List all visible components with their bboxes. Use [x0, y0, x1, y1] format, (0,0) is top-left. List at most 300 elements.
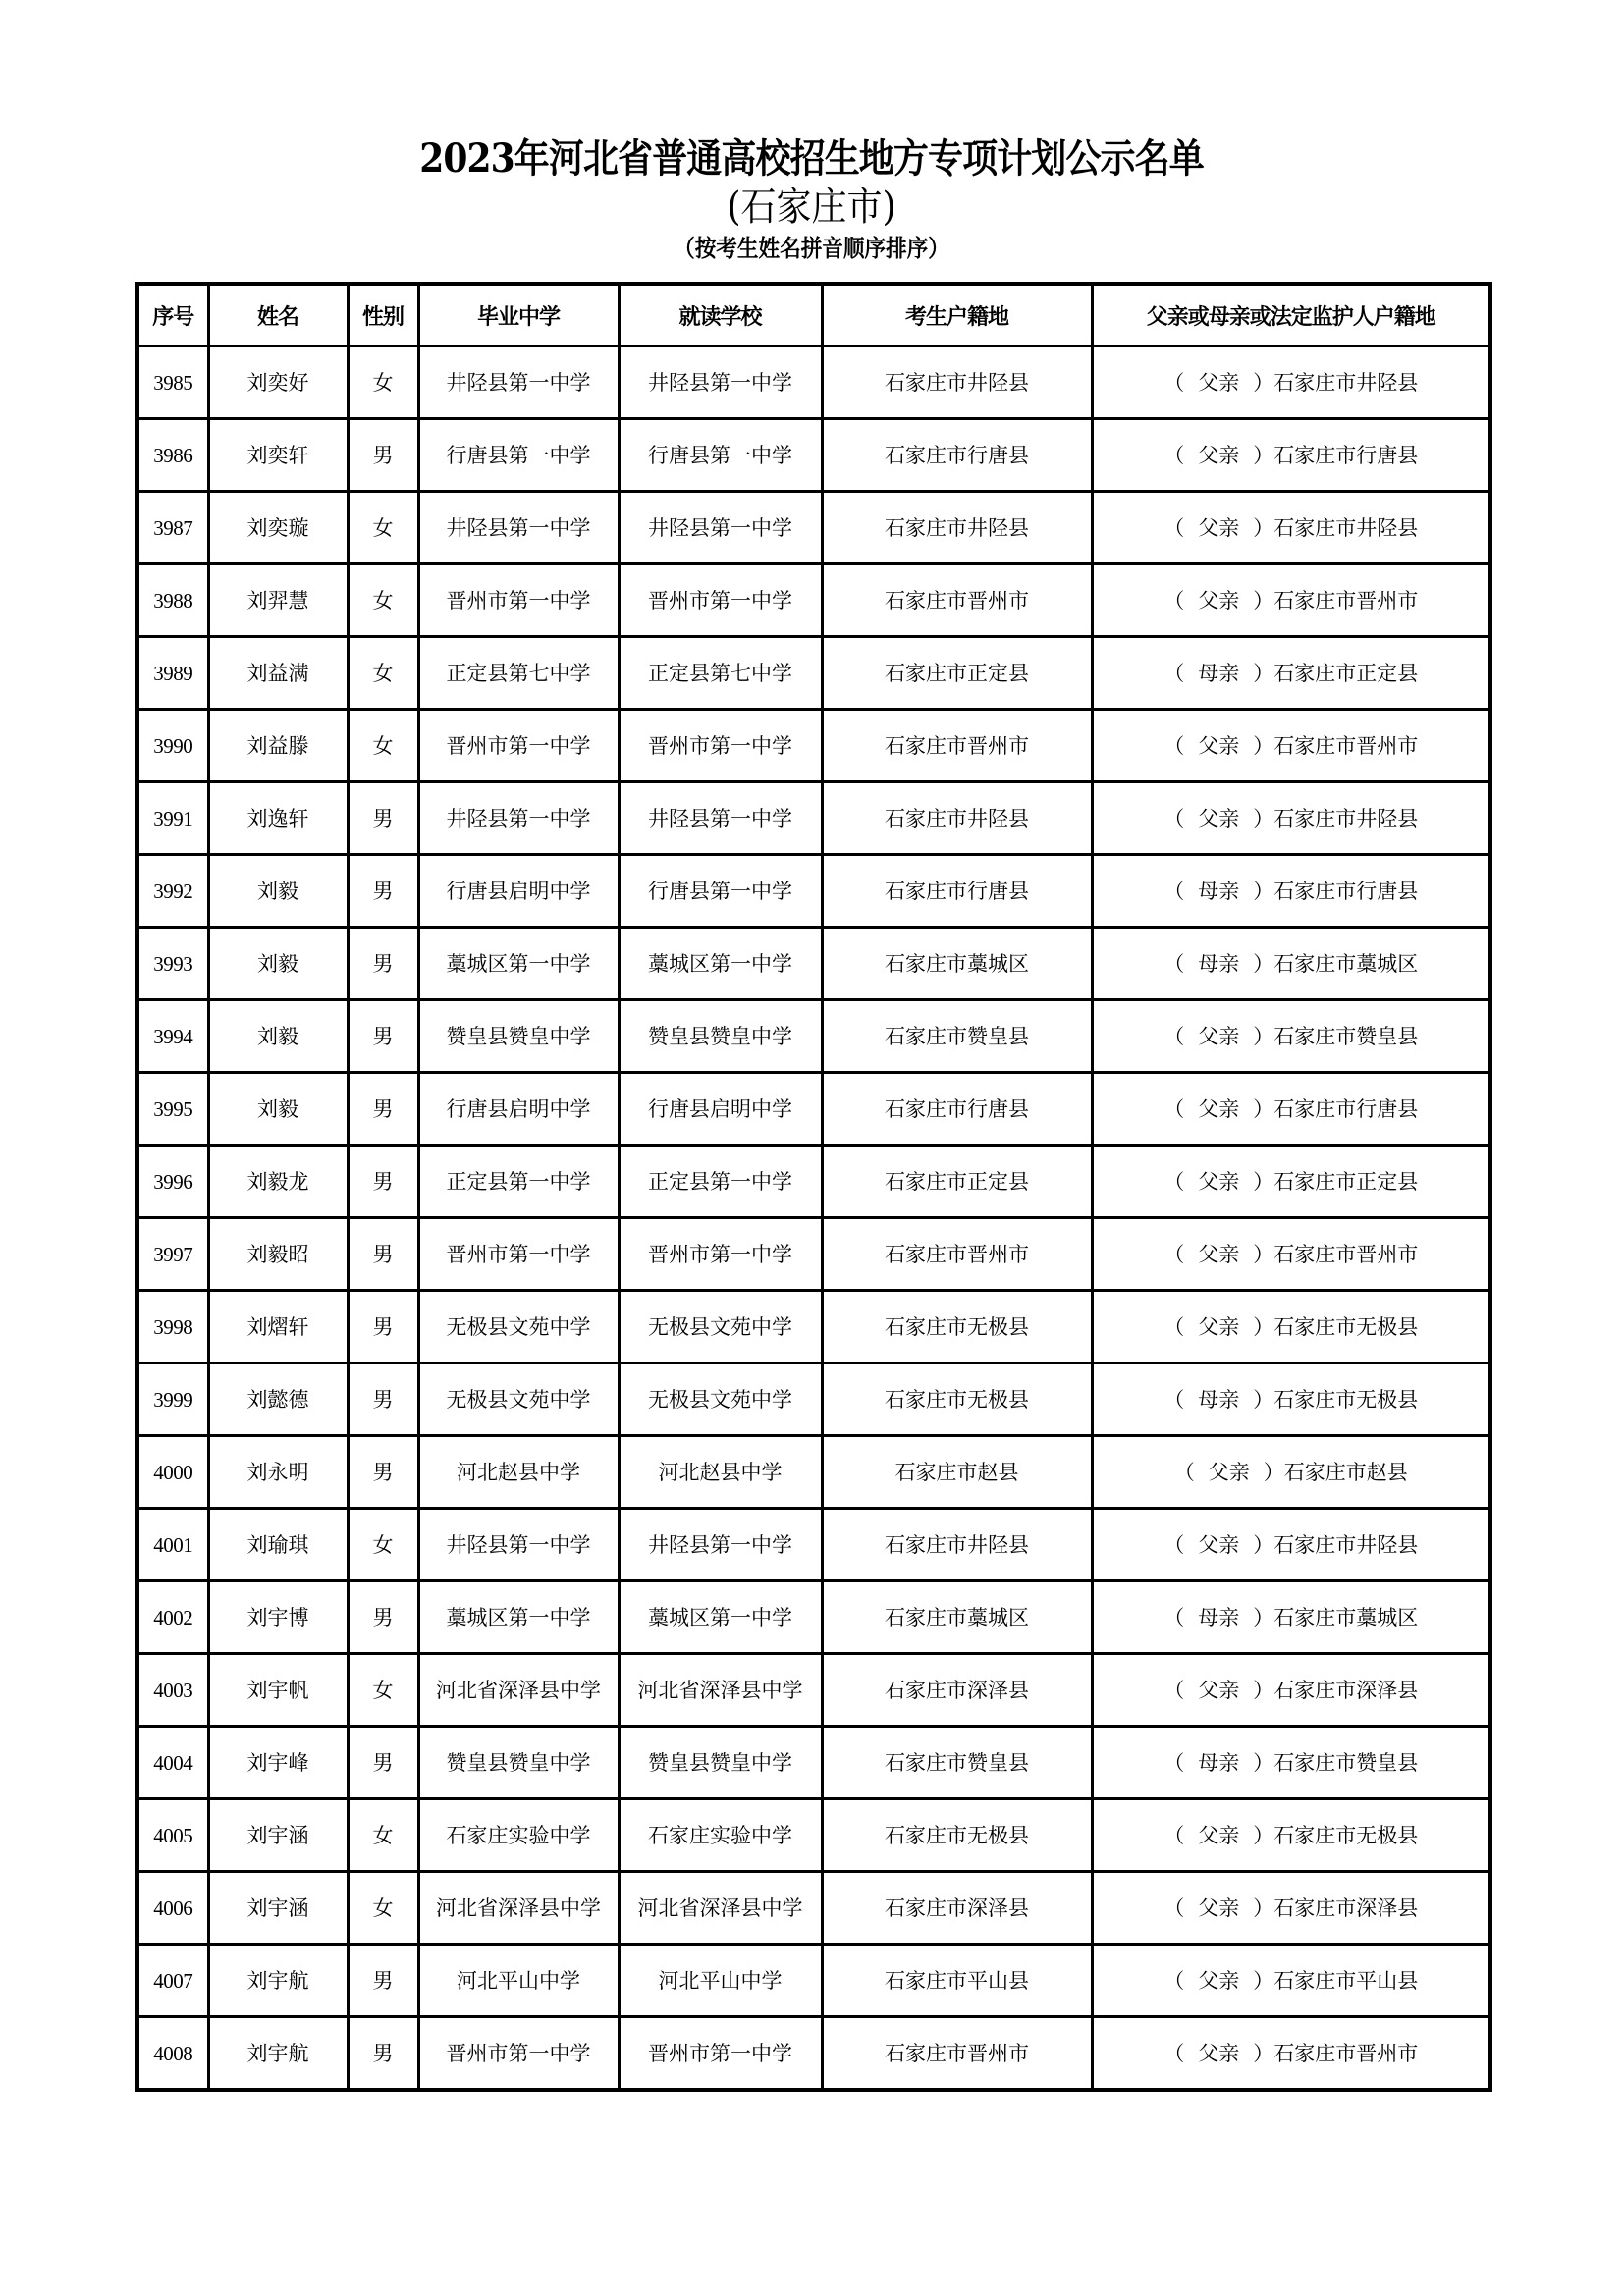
- table-row: [137, 1000, 1490, 1073]
- cell-grad-school: 河北省深泽县中学: [418, 1654, 619, 1727]
- open-paren: （: [1163, 1387, 1185, 1412]
- table-row: [137, 1291, 1490, 1363]
- open-paren: （: [1163, 661, 1185, 685]
- table-row: [137, 782, 1490, 855]
- guardian-relation: 母亲: [1198, 1750, 1240, 1775]
- header-name: 姓名: [208, 284, 348, 347]
- table-row: [137, 928, 1490, 1000]
- cell-current-school: 行唐县第一中学: [619, 855, 822, 928]
- cell-current-school: 藁城区第一中学: [619, 1581, 822, 1654]
- cell-seq: 3989: [137, 637, 208, 710]
- close-paren: ）: [1253, 1605, 1274, 1629]
- table-row: [137, 419, 1490, 492]
- guardian-relation: 父亲: [1198, 733, 1240, 758]
- cell-sex: 女: [348, 637, 418, 710]
- guardian-hukou-value: 石家庄市深泽县: [1273, 1678, 1419, 1702]
- cell-hukou: 石家庄市行唐县: [822, 419, 1092, 492]
- cell-name: 刘毅昭: [208, 1218, 348, 1291]
- cell-seq: 4007: [137, 1945, 208, 2017]
- table-row: [137, 347, 1490, 419]
- guardian-hukou-value: 石家庄市正定县: [1273, 1169, 1419, 1194]
- cell-seq: 4000: [137, 1436, 208, 1509]
- guardian-hukou-value: 石家庄市平山县: [1273, 1968, 1419, 1993]
- cell-hukou: 石家庄市深泽县: [822, 1872, 1092, 1945]
- guardian-relation: 父亲: [1198, 1678, 1240, 1702]
- cell-grad-school: 赞皇县赞皇中学: [418, 1727, 619, 1799]
- cell-current-school: 正定县第七中学: [619, 637, 822, 710]
- cell-grad-school: 晋州市第一中学: [418, 710, 619, 782]
- table-row: [137, 1146, 1490, 1218]
- cell-seq: 3991: [137, 782, 208, 855]
- open-paren: （: [1163, 1605, 1185, 1629]
- guardian-relation: 母亲: [1198, 1387, 1240, 1412]
- cell-seq: 3985: [137, 347, 208, 419]
- cell-name: 刘宇涵: [208, 1872, 348, 1945]
- cell-sex: 男: [348, 1000, 418, 1073]
- cell-hukou: 石家庄市行唐县: [822, 1073, 1092, 1146]
- header-current-school: 就读学校: [619, 284, 822, 347]
- table-row: [137, 1581, 1490, 1654]
- cell-hukou: 石家庄市无极县: [822, 1799, 1092, 1872]
- cell-guardian-hukou: [1092, 1581, 1490, 1654]
- admission-roster-table: [135, 282, 1492, 2092]
- cell-hukou: 石家庄市无极县: [822, 1363, 1092, 1436]
- cell-hukou: 石家庄市深泽县: [822, 1654, 1092, 1727]
- open-paren: （: [1163, 1096, 1185, 1121]
- open-paren: （: [1163, 806, 1185, 830]
- table-row: [137, 564, 1490, 637]
- close-paren: ）: [1253, 1823, 1274, 1847]
- guardian-hukou-value: 石家庄市行唐县: [1273, 1096, 1419, 1121]
- close-paren: ）: [1253, 1750, 1274, 1775]
- cell-hukou: 石家庄市藁城区: [822, 928, 1092, 1000]
- table-row: [137, 1363, 1490, 1436]
- table-row: [137, 1073, 1490, 1146]
- open-paren: （: [1163, 443, 1185, 467]
- guardian-hukou-value: 石家庄市深泽县: [1273, 1896, 1419, 1920]
- open-paren: （: [1163, 1750, 1185, 1775]
- cell-grad-school: 藁城区第一中学: [418, 1581, 619, 1654]
- guardian-hukou-value: 石家庄市晋州市: [1273, 733, 1419, 758]
- table-row: [137, 1945, 1490, 2017]
- cell-hukou: 石家庄市藁城区: [822, 1581, 1092, 1654]
- close-paren: ）: [1253, 879, 1274, 903]
- guardian-hukou-value: 石家庄市晋州市: [1273, 2041, 1419, 2065]
- cell-grad-school: 晋州市第一中学: [418, 2017, 619, 2091]
- guardian-hukou-value: 石家庄市行唐县: [1273, 879, 1419, 903]
- guardian-hukou-value: 石家庄市晋州市: [1273, 1242, 1419, 1266]
- cell-grad-school: 行唐县启明中学: [418, 855, 619, 928]
- cell-current-school: 无极县文苑中学: [619, 1363, 822, 1436]
- cell-seq: 4004: [137, 1727, 208, 1799]
- table-row: [137, 855, 1490, 928]
- cell-grad-school: 无极县文苑中学: [418, 1291, 619, 1363]
- cell-seq: 3995: [137, 1073, 208, 1146]
- close-paren: ）: [1253, 951, 1274, 976]
- guardian-hukou-value: 石家庄市无极县: [1273, 1314, 1419, 1339]
- cell-seq: 3997: [137, 1218, 208, 1291]
- guardian-relation: 父亲: [1198, 1024, 1240, 1048]
- guardian-relation: 父亲: [1198, 1968, 1240, 1993]
- close-paren: ）: [1253, 1314, 1274, 1339]
- cell-guardian-hukou: [1092, 1727, 1490, 1799]
- cell-guardian-hukou: [1092, 855, 1490, 928]
- guardian-hukou-value: 石家庄市井陉县: [1273, 370, 1419, 395]
- table-row: [137, 1872, 1490, 1945]
- cell-sex: 男: [348, 1363, 418, 1436]
- cell-seq: 3998: [137, 1291, 208, 1363]
- open-paren: （: [1173, 1460, 1195, 1484]
- cell-hukou: 石家庄市赵县: [822, 1436, 1092, 1509]
- cell-hukou: 石家庄市晋州市: [822, 710, 1092, 782]
- close-paren: ）: [1253, 1896, 1274, 1920]
- open-paren: （: [1163, 1242, 1185, 1266]
- cell-guardian-hukou: [1092, 1291, 1490, 1363]
- cell-sex: 男: [348, 2017, 418, 2091]
- table-row: [137, 710, 1490, 782]
- cell-name: 刘宇涵: [208, 1799, 348, 1872]
- cell-sex: 男: [348, 1073, 418, 1146]
- cell-sex: 女: [348, 710, 418, 782]
- cell-seq: 3990: [137, 710, 208, 782]
- cell-sex: 男: [348, 1581, 418, 1654]
- cell-name: 刘奕好: [208, 347, 348, 419]
- cell-name: 刘瑜琪: [208, 1509, 348, 1581]
- open-paren: （: [1163, 1532, 1185, 1557]
- cell-grad-school: 晋州市第一中学: [418, 564, 619, 637]
- cell-guardian-hukou: [1092, 1146, 1490, 1218]
- cell-name: 刘宇峰: [208, 1727, 348, 1799]
- cell-sex: 女: [348, 1509, 418, 1581]
- guardian-relation: 父亲: [1198, 443, 1240, 467]
- cell-guardian-hukou: [1092, 782, 1490, 855]
- cell-name: 刘毅: [208, 855, 348, 928]
- header-seq: 序号: [137, 284, 208, 347]
- cell-name: 刘永明: [208, 1436, 348, 1509]
- cell-sex: 男: [348, 855, 418, 928]
- cell-sex: 女: [348, 1654, 418, 1727]
- cell-grad-school: 藁城区第一中学: [418, 928, 619, 1000]
- cell-hukou: 石家庄市赞皇县: [822, 1727, 1092, 1799]
- cell-sex: 女: [348, 347, 418, 419]
- cell-sex: 女: [348, 1872, 418, 1945]
- cell-current-school: 赞皇县赞皇中学: [619, 1000, 822, 1073]
- guardian-hukou-value: 石家庄市藁城区: [1273, 951, 1419, 976]
- cell-grad-school: 正定县第七中学: [418, 637, 619, 710]
- cell-hukou: 石家庄市正定县: [822, 637, 1092, 710]
- cell-sex: 女: [348, 1799, 418, 1872]
- cell-name: 刘宇博: [208, 1581, 348, 1654]
- cell-guardian-hukou: [1092, 1000, 1490, 1073]
- cell-guardian-hukou: [1092, 1509, 1490, 1581]
- cell-current-school: 河北省深泽县中学: [619, 1654, 822, 1727]
- guardian-hukou-value: 石家庄市赞皇县: [1273, 1750, 1419, 1775]
- cell-hukou: 石家庄市井陉县: [822, 492, 1092, 564]
- cell-sex: 男: [348, 928, 418, 1000]
- table-row: [137, 1799, 1490, 1872]
- cell-guardian-hukou: [1092, 419, 1490, 492]
- cell-seq: 3994: [137, 1000, 208, 1073]
- cell-current-school: 河北省深泽县中学: [619, 1872, 822, 1945]
- guardian-relation: 父亲: [1198, 1314, 1240, 1339]
- cell-guardian-hukou: [1092, 2017, 1490, 2091]
- table-row: [137, 637, 1490, 710]
- cell-current-school: 井陉县第一中学: [619, 347, 822, 419]
- cell-sex: 男: [348, 1218, 418, 1291]
- guardian-hukou-value: 石家庄市无极县: [1273, 1823, 1419, 1847]
- cell-name: 刘懿德: [208, 1363, 348, 1436]
- cell-grad-school: 正定县第一中学: [418, 1146, 619, 1218]
- cell-grad-school: 河北省深泽县中学: [418, 1872, 619, 1945]
- close-paren: ）: [1253, 733, 1274, 758]
- guardian-relation: 父亲: [1198, 1823, 1240, 1847]
- guardian-hukou-value: 石家庄市井陉县: [1273, 806, 1419, 830]
- guardian-hukou-value: 石家庄市行唐县: [1273, 443, 1419, 467]
- guardian-relation: 父亲: [1198, 1096, 1240, 1121]
- guardian-hukou-value: 石家庄市藁城区: [1273, 1605, 1419, 1629]
- open-paren: （: [1163, 588, 1185, 613]
- cell-guardian-hukou: [1092, 637, 1490, 710]
- cell-name: 刘毅: [208, 928, 348, 1000]
- cell-hukou: 石家庄市井陉县: [822, 782, 1092, 855]
- cell-grad-school: 井陉县第一中学: [418, 347, 619, 419]
- cell-guardian-hukou: [1092, 1073, 1490, 1146]
- open-paren: （: [1163, 1024, 1185, 1048]
- cell-name: 刘奕璇: [208, 492, 348, 564]
- cell-current-school: 晋州市第一中学: [619, 2017, 822, 2091]
- cell-name: 刘毅: [208, 1073, 348, 1146]
- open-paren: （: [1163, 2041, 1185, 2065]
- cell-seq: 4005: [137, 1799, 208, 1872]
- cell-hukou: 石家庄市平山县: [822, 1945, 1092, 2017]
- close-paren: ）: [1253, 1169, 1274, 1194]
- cell-current-school: 正定县第一中学: [619, 1146, 822, 1218]
- cell-current-school: 晋州市第一中学: [619, 710, 822, 782]
- cell-sex: 女: [348, 492, 418, 564]
- open-paren: （: [1163, 1823, 1185, 1847]
- document-title: 2023年河北省普通高校招生地方专项计划公示名单: [419, 135, 1204, 182]
- guardian-relation: 父亲: [1198, 1532, 1240, 1557]
- cell-guardian-hukou: [1092, 1436, 1490, 1509]
- close-paren: ）: [1253, 588, 1274, 613]
- cell-sex: 男: [348, 1291, 418, 1363]
- cell-grad-school: 赞皇县赞皇中学: [418, 1000, 619, 1073]
- open-paren: （: [1163, 1169, 1185, 1194]
- table-header-row: [137, 284, 1490, 347]
- guardian-relation: 父亲: [1198, 806, 1240, 830]
- cell-name: 刘毅龙: [208, 1146, 348, 1218]
- cell-grad-school: 无极县文苑中学: [418, 1363, 619, 1436]
- guardian-relation: 父亲: [1198, 370, 1240, 395]
- cell-guardian-hukou: [1092, 1654, 1490, 1727]
- table-row: [137, 1436, 1490, 1509]
- guardian-relation: 父亲: [1198, 1896, 1240, 1920]
- cell-hukou: 石家庄市赞皇县: [822, 1000, 1092, 1073]
- document-subtitle: （按考生姓名拼音顺序排序）: [674, 235, 949, 262]
- cell-guardian-hukou: [1092, 1872, 1490, 1945]
- close-paren: ）: [1253, 515, 1274, 540]
- cell-name: 刘宇帆: [208, 1654, 348, 1727]
- open-paren: （: [1163, 1968, 1185, 1993]
- cell-guardian-hukou: [1092, 564, 1490, 637]
- cell-current-school: 无极县文苑中学: [619, 1291, 822, 1363]
- guardian-relation: 父亲: [1198, 1169, 1240, 1194]
- cell-sex: 男: [348, 782, 418, 855]
- close-paren: ）: [1253, 443, 1274, 467]
- cell-grad-school: 石家庄实验中学: [418, 1799, 619, 1872]
- cell-grad-school: 井陉县第一中学: [418, 492, 619, 564]
- document-city: (石家庄市): [727, 185, 896, 230]
- guardian-hukou-value: 石家庄市无极县: [1273, 1387, 1419, 1412]
- cell-seq: 4008: [137, 2017, 208, 2091]
- cell-guardian-hukou: [1092, 1945, 1490, 2017]
- guardian-relation: 父亲: [1208, 1460, 1250, 1484]
- cell-current-school: 赞皇县赞皇中学: [619, 1727, 822, 1799]
- guardian-relation: 父亲: [1198, 1242, 1240, 1266]
- cell-seq: 3999: [137, 1363, 208, 1436]
- cell-name: 刘宇航: [208, 1945, 348, 2017]
- guardian-hukou-value: 石家庄市赞皇县: [1273, 1024, 1419, 1048]
- cell-name: 刘逸轩: [208, 782, 348, 855]
- close-paren: ）: [1253, 2041, 1274, 2065]
- cell-sex: 男: [348, 1945, 418, 2017]
- cell-grad-school: 井陉县第一中学: [418, 1509, 619, 1581]
- cell-current-school: 行唐县第一中学: [619, 419, 822, 492]
- table-row: [137, 492, 1490, 564]
- cell-sex: 女: [348, 564, 418, 637]
- cell-name: 刘宇航: [208, 2017, 348, 2091]
- cell-grad-school: 河北赵县中学: [418, 1436, 619, 1509]
- cell-current-school: 藁城区第一中学: [619, 928, 822, 1000]
- cell-sex: 男: [348, 1727, 418, 1799]
- guardian-relation: 母亲: [1198, 951, 1240, 976]
- cell-guardian-hukou: [1092, 710, 1490, 782]
- guardian-relation: 父亲: [1198, 515, 1240, 540]
- open-paren: （: [1163, 1678, 1185, 1702]
- close-paren: ）: [1263, 1460, 1284, 1484]
- cell-current-school: 晋州市第一中学: [619, 564, 822, 637]
- table-row: [137, 1727, 1490, 1799]
- close-paren: ）: [1253, 1968, 1274, 1993]
- cell-name: 刘熠轩: [208, 1291, 348, 1363]
- guardian-hukou-value: 石家庄市井陉县: [1273, 1532, 1419, 1557]
- open-paren: （: [1163, 370, 1185, 395]
- cell-current-school: 井陉县第一中学: [619, 782, 822, 855]
- cell-current-school: 行唐县启明中学: [619, 1073, 822, 1146]
- open-paren: （: [1163, 1314, 1185, 1339]
- table-row: [137, 1509, 1490, 1581]
- guardian-relation: 母亲: [1198, 879, 1240, 903]
- close-paren: ）: [1253, 1387, 1274, 1412]
- table-row: [137, 2017, 1490, 2091]
- guardian-hukou-value: 石家庄市正定县: [1273, 661, 1419, 685]
- header-guardian-hukou: 父亲或母亲或法定监护人户籍地: [1092, 284, 1490, 347]
- cell-guardian-hukou: [1092, 492, 1490, 564]
- cell-sex: 男: [348, 1146, 418, 1218]
- cell-hukou: 石家庄市正定县: [822, 1146, 1092, 1218]
- cell-current-school: 井陉县第一中学: [619, 1509, 822, 1581]
- cell-hukou: 石家庄市井陉县: [822, 1509, 1092, 1581]
- header-grad-school: 毕业中学: [418, 284, 619, 347]
- cell-grad-school: 晋州市第一中学: [418, 1218, 619, 1291]
- cell-seq: 4002: [137, 1581, 208, 1654]
- cell-grad-school: 河北平山中学: [418, 1945, 619, 2017]
- cell-seq: 4003: [137, 1654, 208, 1727]
- guardian-relation: 父亲: [1198, 588, 1240, 613]
- open-paren: （: [1163, 879, 1185, 903]
- cell-hukou: 石家庄市行唐县: [822, 855, 1092, 928]
- cell-name: 刘奕轩: [208, 419, 348, 492]
- cell-seq: 3993: [137, 928, 208, 1000]
- cell-grad-school: 井陉县第一中学: [418, 782, 619, 855]
- guardian-relation: 母亲: [1198, 661, 1240, 685]
- cell-current-school: 河北赵县中学: [619, 1436, 822, 1509]
- cell-name: 刘益滕: [208, 710, 348, 782]
- close-paren: ）: [1253, 1678, 1274, 1702]
- close-paren: ）: [1253, 370, 1274, 395]
- guardian-relation: 母亲: [1198, 1605, 1240, 1629]
- cell-guardian-hukou: [1092, 347, 1490, 419]
- cell-sex: 男: [348, 1436, 418, 1509]
- cell-hukou: 石家庄市晋州市: [822, 1218, 1092, 1291]
- guardian-relation: 父亲: [1198, 2041, 1240, 2065]
- close-paren: ）: [1253, 1024, 1274, 1048]
- cell-current-school: 石家庄实验中学: [619, 1799, 822, 1872]
- cell-current-school: 井陉县第一中学: [619, 492, 822, 564]
- cell-hukou: 石家庄市井陉县: [822, 347, 1092, 419]
- close-paren: ）: [1253, 661, 1274, 685]
- cell-sex: 男: [348, 419, 418, 492]
- cell-name: 刘益满: [208, 637, 348, 710]
- cell-seq: 3992: [137, 855, 208, 928]
- close-paren: ）: [1253, 1532, 1274, 1557]
- cell-name: 刘羿慧: [208, 564, 348, 637]
- close-paren: ）: [1253, 806, 1274, 830]
- open-paren: （: [1163, 1896, 1185, 1920]
- cell-seq: 3986: [137, 419, 208, 492]
- cell-grad-school: 行唐县第一中学: [418, 419, 619, 492]
- cell-seq: 4001: [137, 1509, 208, 1581]
- guardian-hukou-value: 石家庄市赵县: [1283, 1460, 1408, 1484]
- cell-guardian-hukou: [1092, 928, 1490, 1000]
- cell-grad-school: 行唐县启明中学: [418, 1073, 619, 1146]
- table-body: [137, 347, 1490, 2091]
- close-paren: ）: [1253, 1096, 1274, 1121]
- cell-guardian-hukou: [1092, 1218, 1490, 1291]
- open-paren: （: [1163, 951, 1185, 976]
- table-row: [137, 1654, 1490, 1727]
- cell-current-school: 晋州市第一中学: [619, 1218, 822, 1291]
- cell-seq: 3988: [137, 564, 208, 637]
- header-hukou: 考生户籍地: [822, 284, 1092, 347]
- cell-guardian-hukou: [1092, 1363, 1490, 1436]
- cell-hukou: 石家庄市晋州市: [822, 564, 1092, 637]
- cell-hukou: 石家庄市晋州市: [822, 2017, 1092, 2091]
- open-paren: （: [1163, 515, 1185, 540]
- cell-hukou: 石家庄市无极县: [822, 1291, 1092, 1363]
- cell-name: 刘毅: [208, 1000, 348, 1073]
- table-row: [137, 1218, 1490, 1291]
- document-header: [0, 135, 1623, 265]
- cell-seq: 3987: [137, 492, 208, 564]
- cell-guardian-hukou: [1092, 1799, 1490, 1872]
- header-sex: 性别: [348, 284, 418, 347]
- close-paren: ）: [1253, 1242, 1274, 1266]
- guardian-hukou-value: 石家庄市晋州市: [1273, 588, 1419, 613]
- cell-seq: 4006: [137, 1872, 208, 1945]
- cell-seq: 3996: [137, 1146, 208, 1218]
- guardian-hukou-value: 石家庄市井陉县: [1273, 515, 1419, 540]
